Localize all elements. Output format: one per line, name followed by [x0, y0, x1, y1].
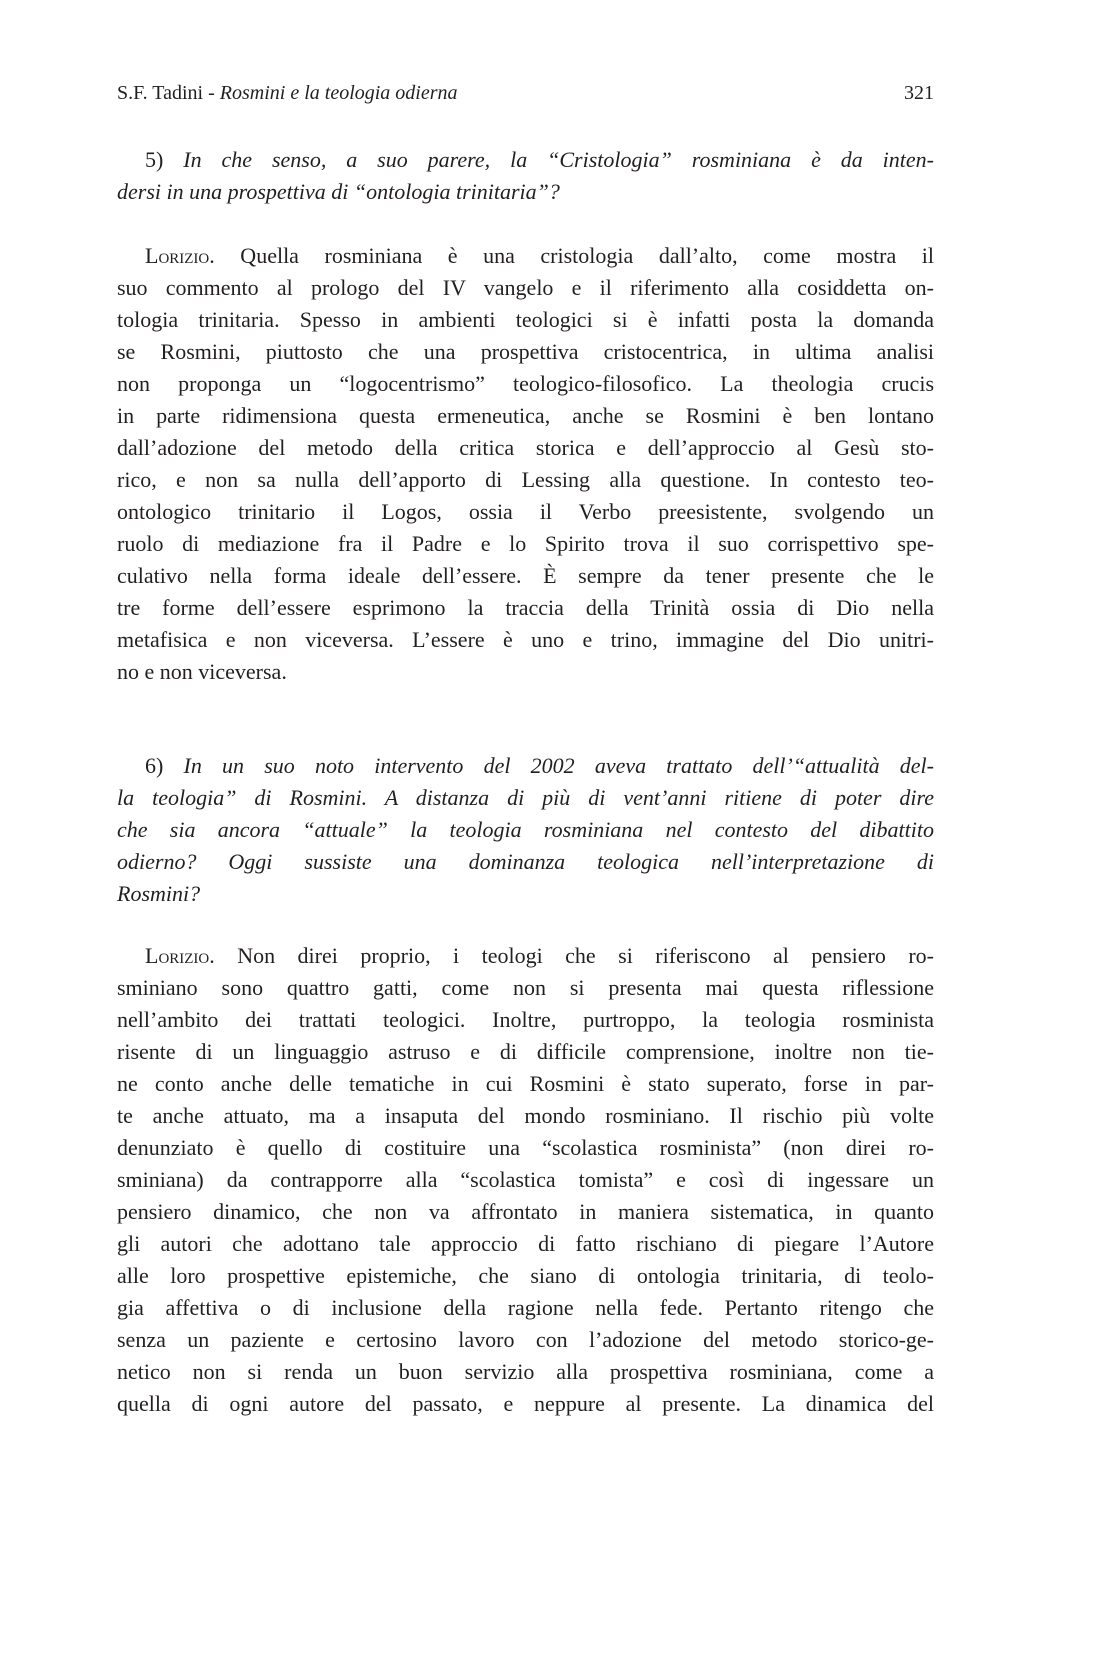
question-text: In che senso, a suo parere, la “Cristologia” rosminiana è da inten-: [183, 147, 934, 172]
answer-6-line: denunziato è quello di costituire una “scolastica rosminista” (non direi ro-: [117, 1135, 934, 1160]
answer-5-line: [117, 240, 934, 272]
question-text: In un suo noto intervento del 2002 aveva trattato dell’“attualità del-: [183, 753, 934, 778]
answer-6-line: nell’ambito dei trattati teologici. Inoltre, purtroppo, la teologia rosminista: [117, 1007, 934, 1032]
answer-6-line: ne conto anche delle tematiche in cui Rosmini è stato superato, forse in par-: [117, 1071, 934, 1096]
answer-6-line: te anche attuato, ma a insaputa del mondo rosminiano. Il rischio più volte: [117, 1103, 934, 1128]
question-5-line: dersi in una prospettiva di “ontologia trinitaria”?: [117, 179, 560, 204]
question-6-line: [117, 750, 934, 782]
answer-6-line: [117, 940, 934, 972]
answer-text: . Non direi proprio, i teologi che si riferiscono al pensiero ro-: [209, 943, 934, 968]
answer-6-line: pensiero dinamico, che non va affrontato in maniera sistematica, in quanto: [117, 1199, 934, 1224]
answer-6-line: netico non si renda un buon servizio alla prospettiva rosminiana, come a: [117, 1359, 934, 1384]
answer-6-line: risente di un linguaggio astruso e di difficile comprensione, inoltre non tie-: [117, 1039, 934, 1064]
answer-5-line: metafisica e non viceversa. L’essere è uno e trino, immagine del Dio unitri-: [117, 627, 934, 652]
answer-text: . Quella rosminiana è una cristologia dall’alto, come mostra il: [209, 243, 934, 268]
header-title: [117, 79, 458, 107]
answer-6-line: quella di ogni autore del passato, e neppure al presente. La dinamica del: [117, 1391, 934, 1416]
answer-5-line: se Rosmini, piuttosto che una prospettiva cristocentrica, in ultima analisi: [117, 339, 934, 364]
header-author: S.F. Tadini -: [117, 82, 220, 104]
answer-5-line: ruolo di mediazione fra il Padre e lo Spirito trova il suo corrispettivo spe-: [117, 531, 934, 556]
question-number: 6): [145, 753, 184, 778]
answer-5-line: tre forme dell’essere esprimono la traccia della Trinità ossia di Dio nella: [117, 595, 934, 620]
answer-5-line: tologia trinitaria. Spesso in ambienti teologici si è infatti posta la domanda: [117, 307, 934, 332]
answer-6-line: sminiano sono quattro gatti, come non si presenta mai questa riflessione: [117, 975, 934, 1000]
answer-6-line: sminiana) da contrapporre alla “scolastica tomista” e così di ingessare un: [117, 1167, 934, 1192]
answer-5-line: culativo nella forma ideale dell’essere. È sempre da tener presente che le: [117, 563, 934, 588]
answer-5-line: non proponga un “logocentrismo” teologico-filosofico. La theologia crucis: [117, 371, 934, 396]
answer-5-line: ontologico trinitario il Logos, ossia il Verbo preesistente, svolgendo un: [117, 499, 934, 524]
speaker-name: Lorizio: [145, 943, 210, 968]
answer-6-line: alle loro prospettive epistemiche, che siano di ontologia trinitaria, di teolo-: [117, 1263, 934, 1288]
header-book-title: Rosmini e la teologia odierna: [219, 82, 458, 104]
question-6-line: che sia ancora “attuale” la teologia rosminiana nel contesto del dibattito: [117, 817, 934, 842]
answer-6-line: gli autori che adottano tale approccio di fatto rischiano di piegare l’Autore: [117, 1231, 934, 1256]
question-6-line: Rosmini?: [117, 881, 201, 906]
answer-6-line: gia affettiva o di inclusione della ragione nella fede. Pertanto ritengo che: [117, 1295, 934, 1320]
question-number: 5): [145, 147, 184, 172]
answer-5-line: in parte ridimensiona questa ermeneutica, anche se Rosmini è ben lontano: [117, 403, 934, 428]
answer-5-line: dall’adozione del metodo della critica storica e dell’approccio al Gesù sto-: [117, 435, 934, 460]
running-header: [117, 79, 934, 107]
page-number: 321: [904, 82, 934, 104]
answer-6-line: senza un paziente e certosino lavoro con l’adozione del metodo storico-ge-: [117, 1327, 934, 1352]
answer-5-line: suo commento al prologo del IV vangelo e il riferimento alla cosiddetta on-: [117, 275, 934, 300]
question-6-line: odierno? Oggi sussiste una dominanza teologica nell’interpretazione di: [117, 849, 934, 874]
answer-5-line: no e non viceversa.: [117, 659, 287, 684]
question-6-line: la teologia” di Rosmini. A distanza di più di vent’anni ritiene di poter dire: [117, 785, 934, 810]
speaker-name: Lorizio: [145, 243, 210, 268]
question-5-line: [117, 144, 934, 176]
answer-5-line: rico, e non sa nulla dell’apporto di Lessing alla questione. In contesto teo-: [117, 467, 934, 492]
